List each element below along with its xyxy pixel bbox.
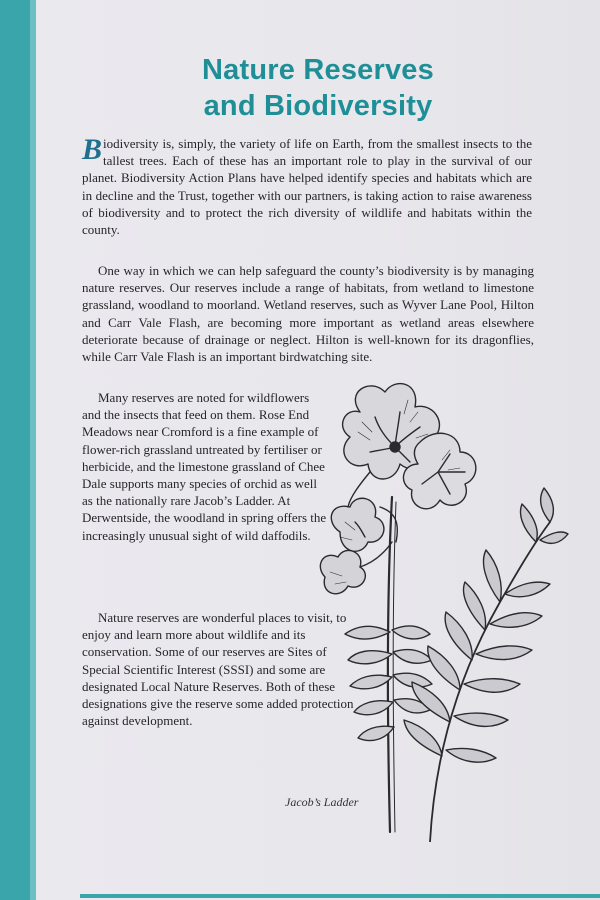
drop-cap: B	[82, 133, 103, 166]
wildflowers-paragraph: Many reserves are noted for wildflowers and the insects that feed on them. Rose End Meadows near Cromford is a fine example of flower-rich grassland untreated by fertiliser or herbicide, and the limestone grassland of Chee Dale supports many species of orchid as well as the nationally rare Jacob’s Ladder. At Derwentside, the woodland in spring offers the increasingly unusual sight of wild daffodils.	[82, 390, 327, 543]
teal-side-band	[0, 0, 36, 900]
intro-paragraph	[82, 135, 532, 238]
page-title	[36, 52, 600, 124]
reserves-paragraph: One way in which we can help safeguard the county’s biodiversity is by managing nature reserves. Our reserves include a range of habitats, from wetland to limestone grassland, woodland to moorland. Wetland reserves, such as Wyver Lane Pool, Hilton and Carr Vale Flash, are becoming more important as wetland areas elsewhere deteriorate because of drainage or neglect. Hilton is well-known for its dragonflies, while Carr Vale Flash is an important birdwatching site.	[82, 263, 534, 365]
title-line-2: and Biodiversity	[203, 90, 433, 122]
title-line-1: Nature Reserves	[202, 54, 434, 86]
illustration-caption: Jacob’s Ladder	[285, 795, 359, 809]
intro-paragraph-text: iodiversity is, simply, the variety of life on Earth, from the smallest insects to the tallest trees. Each of these has an important role to play in the survival of our planet. Biodiversity Action Plans have helped identify species and habitats which are in decline and the Trust, together with our partners, is taking action to raise awareness of biodiversity and to protect the rich diversity of wildlife and habitats within the county.	[82, 136, 532, 238]
bottom-rule	[80, 894, 600, 898]
visit-paragraph: Nature reserves are wonderful places to visit, to enjoy and learn more about wildlife and its conservation. Some of our reserves are Sites of Special Scientific Interest (SSSI) and some are designated Local Nature Reserves. Both of these designations give the reserve some added protection against development.	[82, 610, 354, 729]
jacobs-ladder-illustration	[300, 372, 570, 842]
